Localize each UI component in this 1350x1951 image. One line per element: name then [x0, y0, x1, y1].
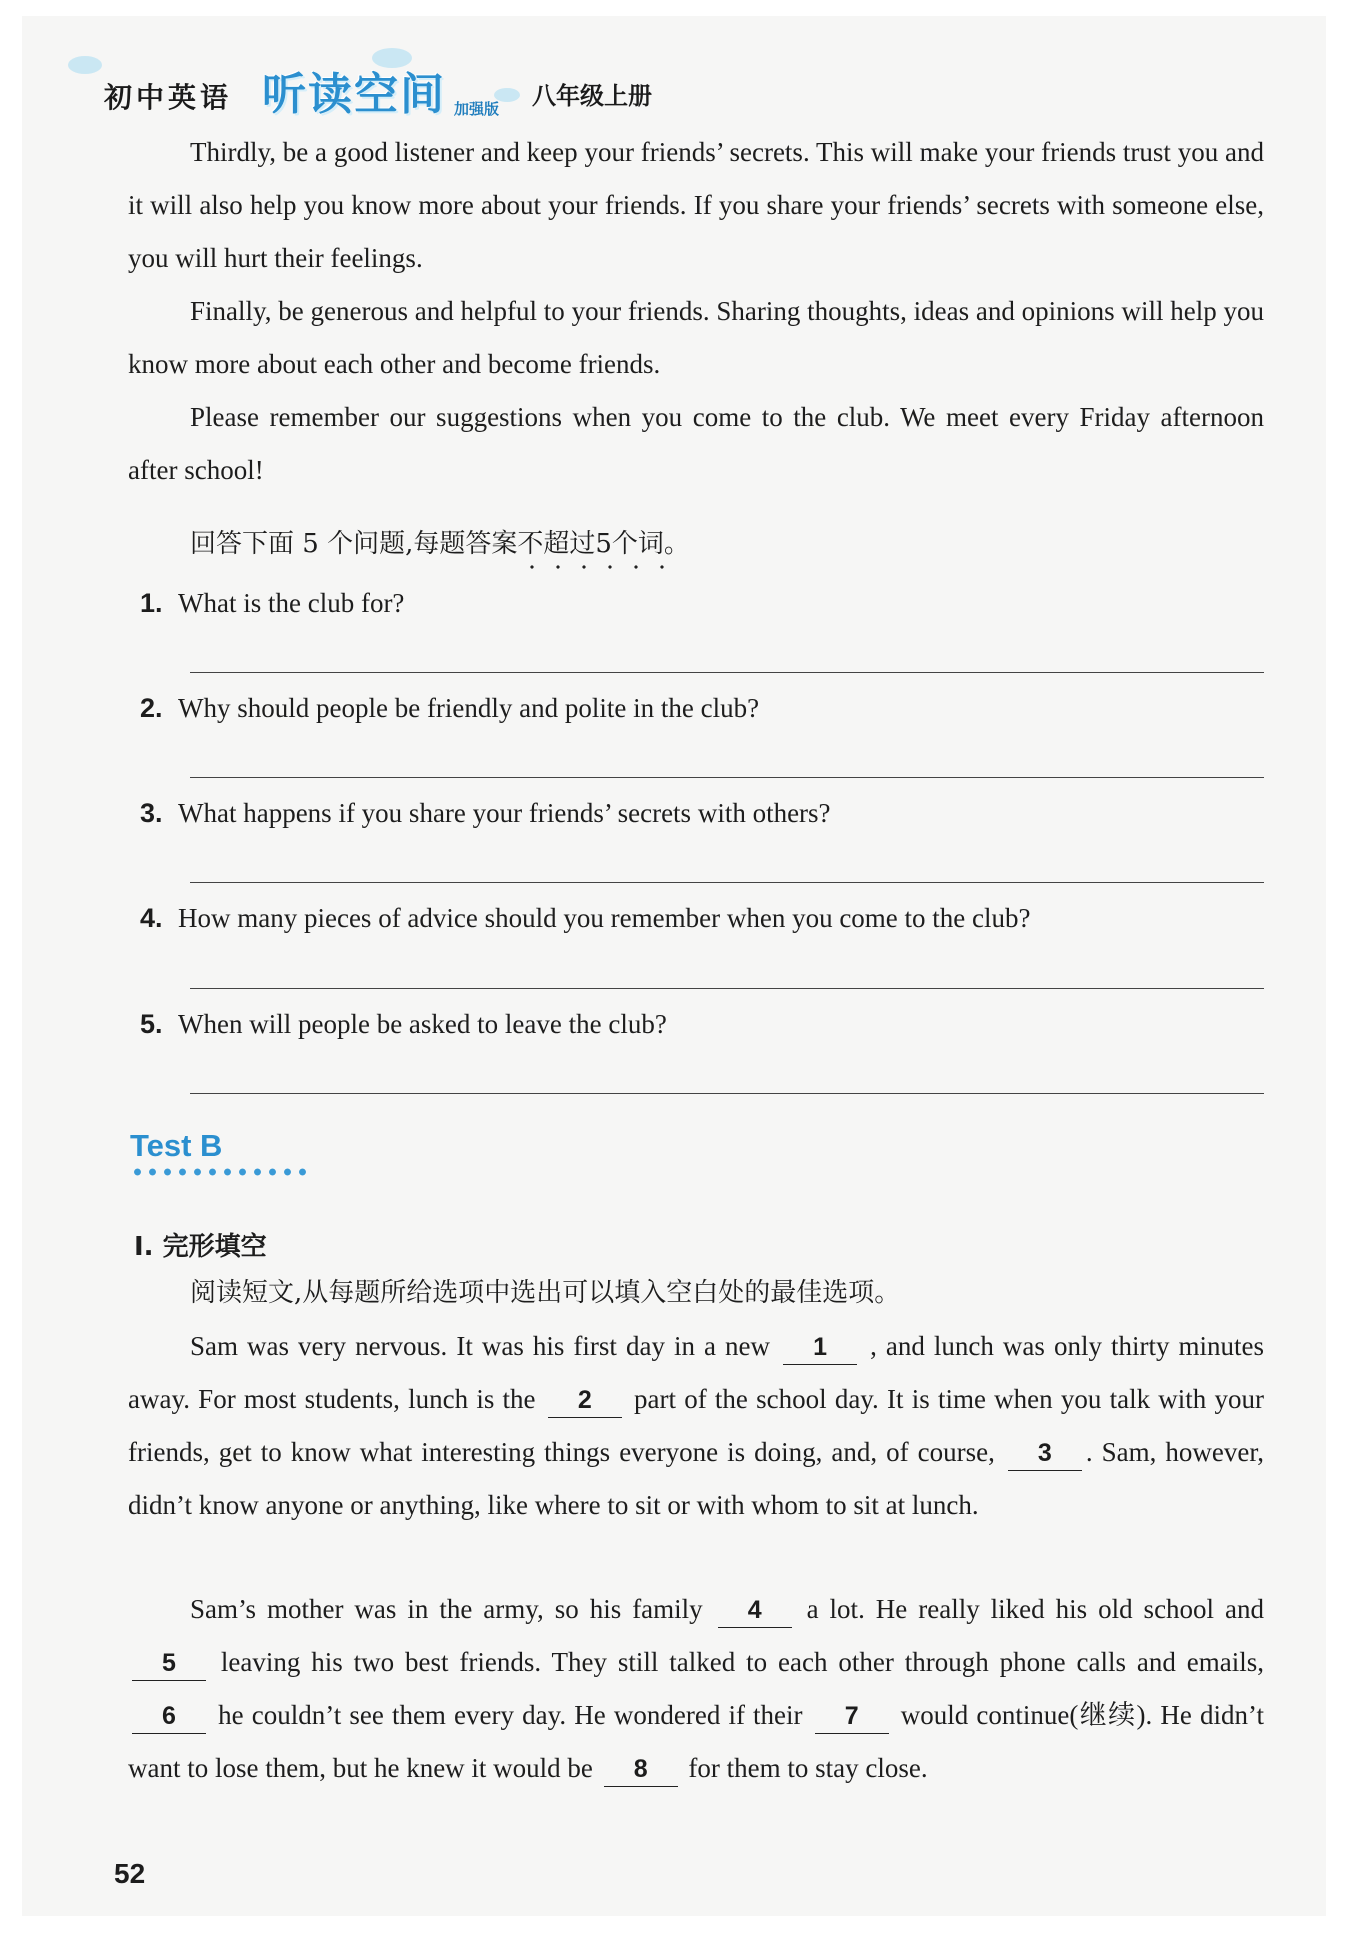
cloze-paragraph: Sam’s mother was in the army, so his family 4 a lot. He really liked his old school and 5 leaving his two best friends. They still talked to each other through phone calls and emails, 6 he couldn’t see them every day. He wondered if their 7 would continue(继续). He didn’t want to lose them, but he knew it would be 8 for them to stay close. [128, 1583, 1264, 1795]
cloze-blank[interactable]: 1 [783, 1330, 857, 1365]
cloze-blank[interactable]: 8 [604, 1752, 678, 1787]
grade-label: 八年级上册 [532, 82, 652, 110]
question-item [140, 798, 831, 829]
question-number: 2. [140, 693, 163, 723]
question-number: 1. [140, 588, 163, 618]
passage-paragraph: Thirdly, be a good listener and keep your friends’ secrets. This will make your friends trust you and it will also help you know more about your friends. If you share your friends’ secrets with someone else, you will hurt their feelings. [128, 137, 1264, 273]
question-item [140, 1009, 667, 1040]
question-instruction: 回答下面 5 个问题,每题答案不超过5个词。 [190, 529, 690, 559]
question-text: How many pieces of advice should you remember when you come to the club? [178, 903, 1031, 933]
page-header [72, 46, 712, 126]
question-number: 5. [140, 1009, 163, 1039]
answer-line[interactable] [190, 777, 1264, 778]
question-text: What happens if you share your friends’ secrets with others? [178, 798, 831, 828]
question-text: What is the club for? [178, 588, 405, 618]
answer-line[interactable] [190, 882, 1264, 883]
dotted-underline-decoration [130, 1168, 310, 1176]
passage-paragraph: Please remember our suggestions when you come to the club. We meet every Friday afternoon after school! [128, 402, 1264, 485]
test-heading: Test B [130, 1128, 223, 1163]
answer-line[interactable] [190, 988, 1264, 989]
question-item [140, 588, 404, 619]
cloze-blank[interactable]: 6 [132, 1699, 206, 1734]
question-number: 4. [140, 903, 163, 933]
section-heading: Ⅰ. 完形填空 [134, 1232, 267, 1262]
page-number: 52 [114, 1858, 146, 1889]
cloze-blank[interactable]: 2 [548, 1383, 622, 1418]
answer-line[interactable] [190, 672, 1264, 673]
cloze-blank[interactable]: 5 [132, 1646, 206, 1681]
question-text: Why should people be friendly and polite in the club? [178, 693, 760, 723]
workbook-page [22, 16, 1326, 1916]
cloze-blank[interactable]: 4 [718, 1593, 792, 1628]
edition-label: 加强版 [454, 100, 500, 118]
cloud-decoration [68, 56, 102, 74]
passage-paragraph: Finally, be generous and helpful to your friends. Sharing thoughts, ideas and opinions will help you know more about each other and become friends. [128, 296, 1264, 379]
cloze-blank[interactable]: 3 [1008, 1436, 1082, 1471]
question-number: 3. [140, 798, 163, 828]
answer-line[interactable] [190, 1093, 1264, 1094]
brand-title: 听读空间 [262, 69, 446, 120]
question-text: When will people be asked to leave the club? [178, 1009, 667, 1039]
cloze-instruction: 阅读短文,从每题所给选项中选出可以填入空白处的最佳选项。 [190, 1278, 901, 1308]
emphasis-text: 不超过5个词 [517, 529, 664, 559]
book-series-title: 初中英语 [104, 81, 233, 114]
question-item [140, 693, 759, 724]
question-item [140, 903, 1031, 934]
cloze-paragraph: Sam was very nervous. It was his first day in a new 1 , and lunch was only thirty minutes away. For most students, lunch is the 2 part of the school day. It is time when you talk with your friends, get to know what interesting things everyone is doing, and, of course, 3 . Sam, however, didn’t know anyone or anything, like where to sit or with whom to sit at lunch. [128, 1331, 1265, 1520]
cloze-blank[interactable]: 7 [815, 1699, 889, 1734]
